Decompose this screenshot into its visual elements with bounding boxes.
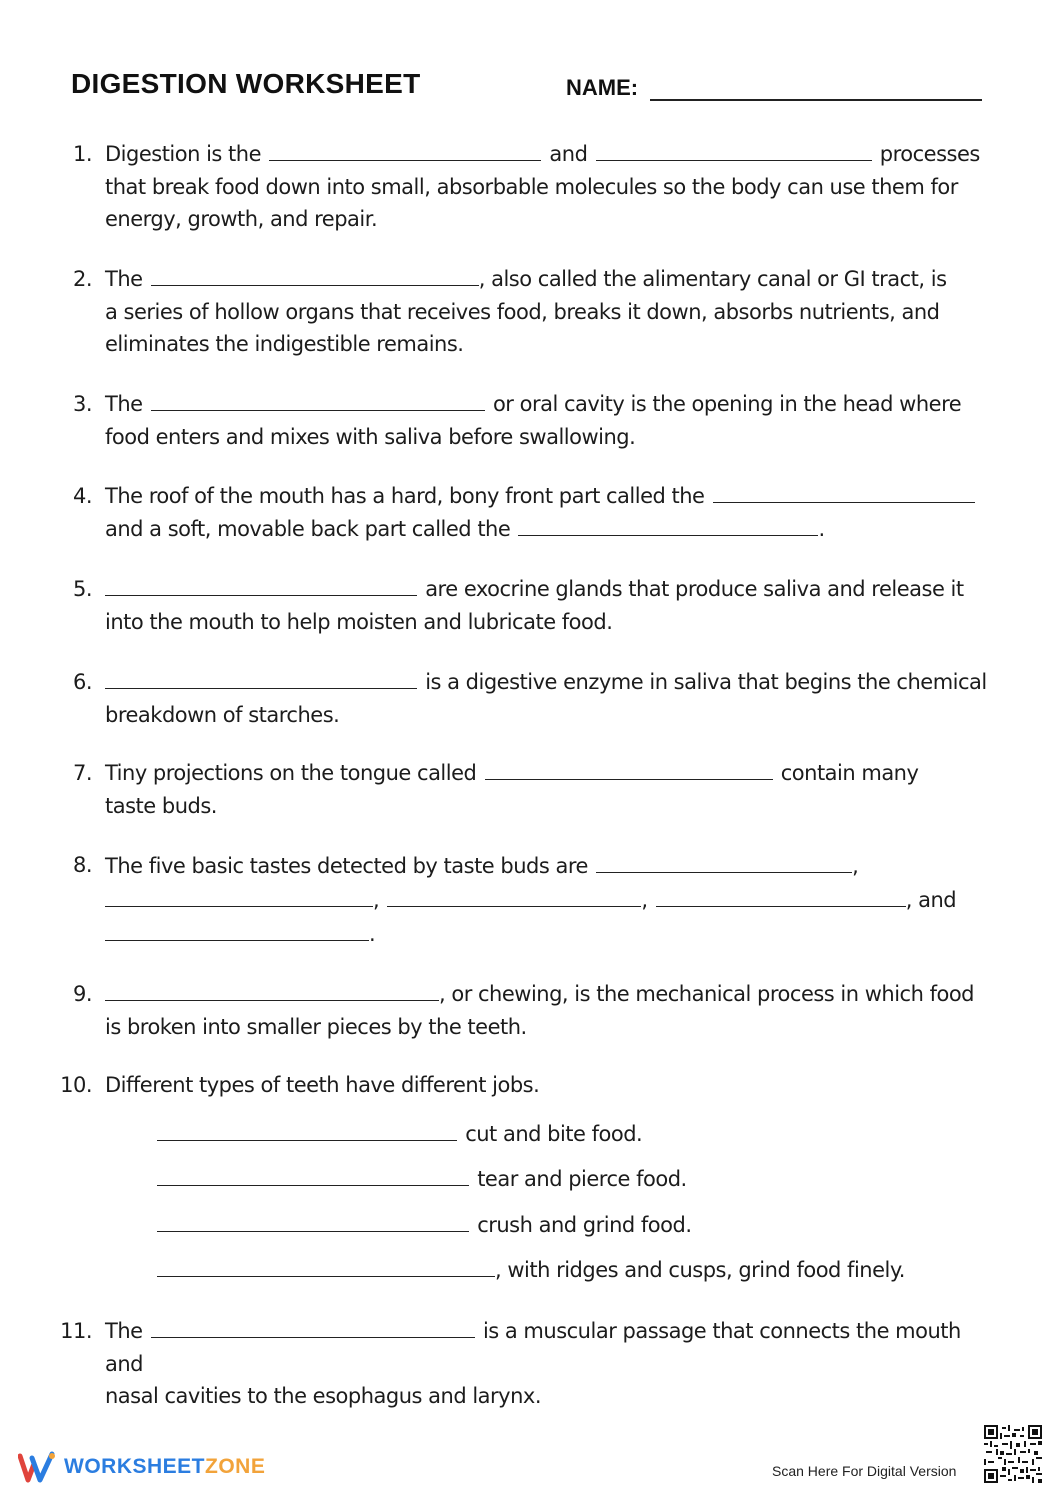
question-text: and [549,142,588,166]
name-field[interactable] [650,99,982,101]
worksheet-title: DIGESTION WORKSHEET [71,68,421,99]
question-text: , [641,888,648,912]
answer-blank[interactable] [151,263,479,286]
question-text: is a digestive enzyme in saliva that begins the chemical [425,670,987,694]
question-text: is broken into smaller pieces by the teeth. [105,1014,527,1039]
answer-blank[interactable] [596,138,872,161]
worksheetzone-logo[interactable] [18,1450,265,1484]
question-text: The [105,267,143,291]
question-number: 1. [72,142,92,166]
question-number: 6. [72,670,92,694]
name-label: NAME: [566,75,639,100]
answer-blank[interactable] [157,1209,469,1232]
answer-blank[interactable] [656,884,906,907]
question-text: breakdown of starches. [105,702,340,727]
question-text: contain many [780,761,919,785]
question-text: The [105,1319,143,1343]
question-number: 11. [60,1319,92,1343]
question-number: 9. [72,982,92,1006]
question-text: Different types of teeth have different jobs. [105,1073,540,1097]
question-text: , [852,854,859,878]
question-text: tear and pierce food. [477,1167,687,1191]
question-text: nasal cavities to the esophagus and larynx. [105,1384,542,1408]
question-text: The roof of the mouth has a hard, bony front part called the [105,484,705,508]
question-text: are exocrine glands that produce saliva and release it [425,577,964,601]
teeth-item-1 [157,1118,642,1146]
answer-blank[interactable] [518,513,818,536]
question-text: Digestion is the [105,142,262,166]
answer-blank[interactable] [105,918,369,941]
question-number: 7. [72,761,92,785]
question-text: , and [905,888,957,912]
brand-name [64,1455,265,1479]
question-text: , or chewing, is the mechanical process in which food [439,982,975,1006]
answer-blank[interactable] [105,884,373,907]
question-text: energy, growth, and repair. [105,207,378,231]
logo-mark-icon [18,1450,58,1484]
scan-caption: Scan Here For Digital Version [772,1463,957,1479]
question-text: or oral cavity is the opening in the head where [492,392,962,416]
answer-blank[interactable] [713,480,975,503]
question-text: Tiny projections on the tongue called [105,761,477,785]
question-text: crush and grind food. [477,1213,692,1237]
question-text: , [373,888,380,912]
question-number: 2. [72,267,92,291]
question-text: . [818,516,825,541]
question-text: into the mouth to help moisten and lubricate food. [105,609,613,634]
question-text: The five basic tastes detected by taste buds are [105,854,588,878]
teeth-item-3 [157,1209,692,1237]
answer-blank[interactable] [105,978,439,1001]
qr-code-icon[interactable] [984,1425,1042,1483]
question-text: cut and bite food. [465,1122,643,1146]
question-text: eliminates the indigestible remains. [105,332,464,356]
question-text: processes [879,142,980,166]
question-text: food enters and mixes with saliva before swallowing. [105,424,636,449]
answer-blank[interactable] [157,1118,457,1141]
answer-blank[interactable] [269,138,541,161]
teeth-item-4 [157,1254,905,1282]
question-number: 4. [72,484,92,508]
question-text: The [105,392,143,416]
answer-blank[interactable] [105,573,417,596]
question-text: taste buds. [105,793,217,818]
answer-blank[interactable] [387,884,641,907]
question-text: is a muscular passage that connects the mouth and [105,1319,961,1376]
brand-name-part: ZONE [205,1455,266,1478]
question-number: 5. [72,577,92,601]
answer-blank[interactable] [105,666,417,689]
question-number: 3. [72,392,92,416]
question-number: 10. [60,1073,92,1097]
answer-blank[interactable] [157,1254,495,1277]
teeth-item-2 [157,1163,687,1191]
brand-name-part: WORKSHEET [64,1455,205,1478]
answer-blank[interactable] [151,1315,475,1338]
question-text: , also called the alimentary canal or GI tract, is [478,267,947,291]
answer-blank[interactable] [596,850,852,873]
question-text: that break food down into small, absorbable molecules so the body can use them for [105,174,958,199]
question-number: 8. [72,853,92,877]
question-text: and a soft, movable back part called the [105,516,511,541]
question-text: , with ridges and cusps, grind food finely. [495,1258,905,1282]
answer-blank[interactable] [485,757,773,780]
question-text: a series of hollow organs that receives food, breaks it down, absorbs nutrients, and [105,299,940,324]
question-text: . [369,922,376,946]
answer-blank[interactable] [157,1163,469,1186]
answer-blank[interactable] [151,388,485,411]
